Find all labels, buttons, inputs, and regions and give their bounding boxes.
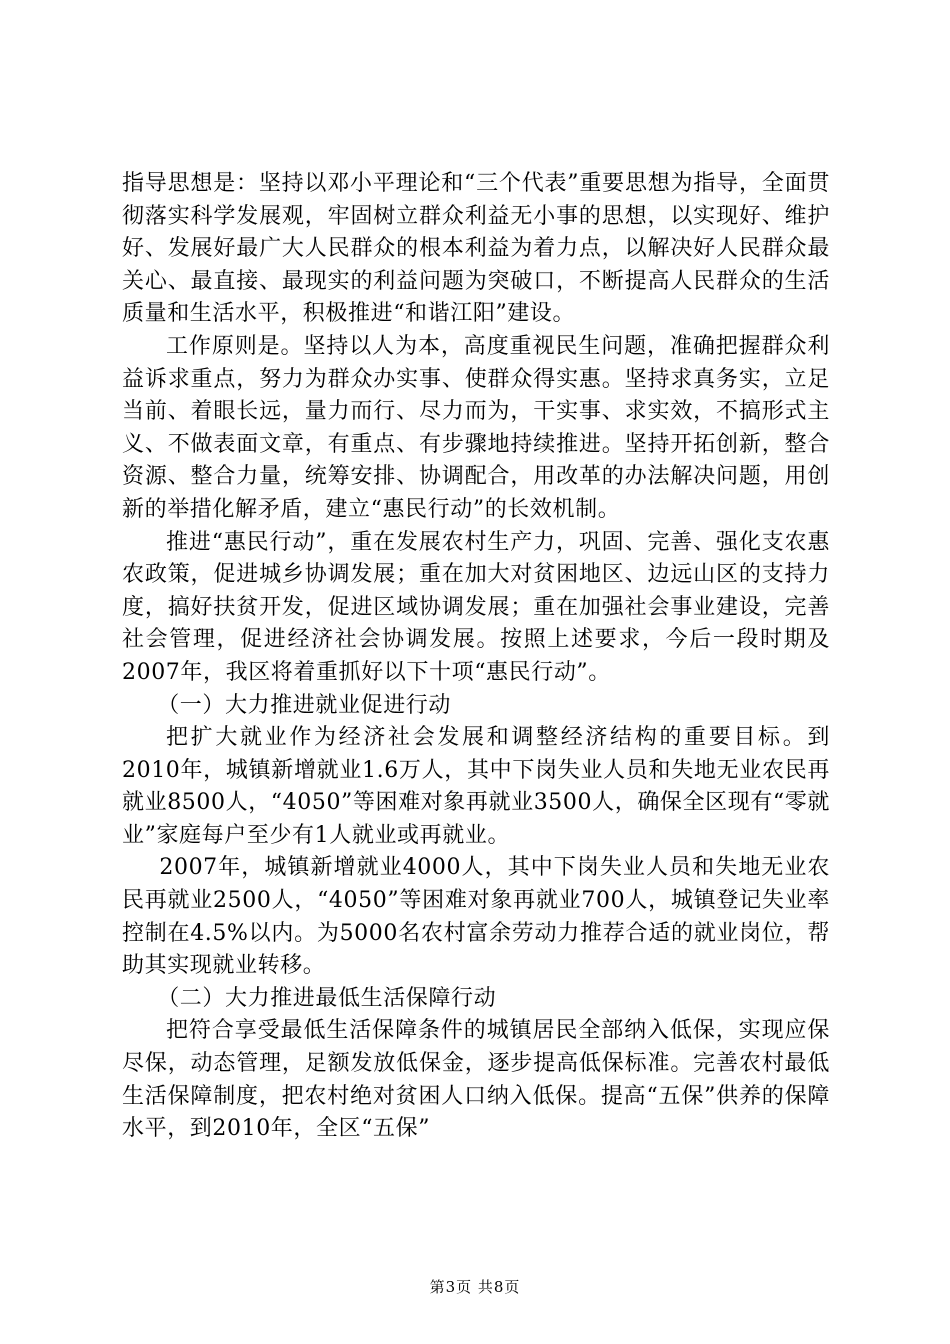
paragraph-work-principles: 工作原则是。坚持以人为本，高度重视民生问题，准确把握群众利益诉求重点，努力为群众办实事、使群众得实惠。坚持求真务实，立足当前、着眼长远，量力而行、尽力而为，干实事、求实效，不搞形式主义、不做表面文章，有重点、有步骤地持续推进。坚持开拓创新，整合资源、整合力量，统筹安排、协调配合，用改革的办法解决问题，用创新的举措化解矛盾，建立“惠民行动”的长效机制。 [122,333,830,522]
body-text [122,168,830,1146]
page-number-footer: 第3页 共8页 [429,1278,521,1296]
paragraph-employment-2007: 2007年，城镇新增就业4000人，其中下岗失业人员和失地无业农民再就业2500人，“4050”等困难对象再就业700人，城镇登记失业率控制在4.5%以内。为5000名农村富余劳动力推荐合适的就业岗位，帮助其实现就业转移。 [122,855,830,979]
paragraph-guiding-ideology: 指导思想是：坚持以邓小平理论和“三个代表”重要思想为指导，全面贯彻落实科学发展观，牢固树立群众利益无小事的思想，以实现好、维护好、发展好最广大人民群众的根本利益为着力点，以解决好人民群众最关心、最直接、最现实的利益问题为突破口，不断提高人民群众的生活质量和生活水平，积极推进“和谐江阳”建设。 [122,171,830,327]
paragraph-employment-goal: 把扩大就业作为经济社会发展和调整经济结构的重要目标。到2010年，城镇新增就业1.6万人，其中下岗失业人员和失地无业农民再就业8500人，“4050”等困难对象再就业3500人，确保全区现有“零就业”家庭每户至少有1人就业或再就业。 [122,725,830,848]
paragraph-minimum-living: 把符合享受最低生活保障条件的城镇居民全部纳入低保，实现应保尽保，动态管理，足额发放低保金，逐步提高低保标准。完善农村最低生活保障制度，把农村绝对贫困人口纳入低保。提高“五保”供养的保障水平，到2010年，全区“五保” [122,1018,830,1142]
paragraph-huimin-action: 推进“惠民行动”，重在发展农村生产力，巩固、完善、强化支农惠农政策，促进城乡协调发展；重在加大对贫困地区、边远山区的支持力度，搞好扶贫开发，促进区域协调发展；重在加强社会事业建设，完善社会管理，促进经济社会协调发展。按照上述要求，今后一段时期及2007年，我区将着重抓好以下十项“惠民行动”。 [122,529,830,685]
section-heading-minimum-living: （二）大力推进最低生活保障行动 [157,985,497,1011]
section-heading-employment: （一）大力推进就业促进行动 [157,692,451,718]
